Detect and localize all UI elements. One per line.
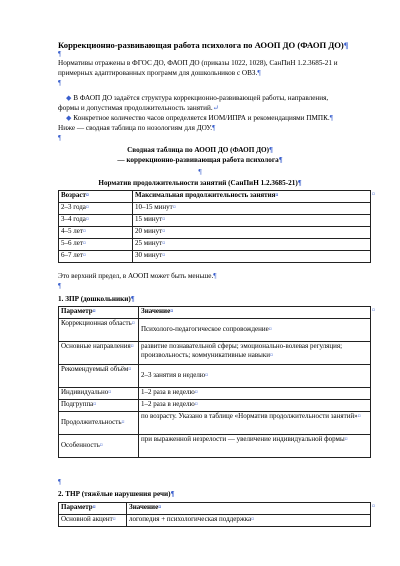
table-cell: 2–3 занятия в неделю¤	[139, 365, 371, 388]
table-cell: 1–2 раза в неделю¤	[139, 400, 371, 412]
table-cell: 25 минут¤	[133, 239, 371, 251]
norm-duration-table	[58, 190, 371, 263]
table-cell: 2–3 года¤	[59, 203, 133, 215]
empty-paragraph-mark: ¶	[58, 79, 62, 87]
table-row	[59, 239, 371, 251]
table-cell: Индивидуально¤	[59, 388, 139, 400]
diamond-bullet-icon: ◆	[66, 114, 72, 122]
table-header-row	[59, 503, 371, 515]
empty-paragraph-mark: ¶	[58, 478, 62, 486]
table-row	[59, 412, 371, 435]
table-cell: 30 минут¤	[133, 251, 371, 263]
table-cell: Продолжительность¤	[59, 412, 139, 435]
table-cell: Основные направления¤	[59, 342, 139, 365]
table-row	[59, 203, 371, 215]
table-cell: Психолого-педагогическое сопровождение¤	[139, 319, 371, 342]
document-title: Коррекционно-развивающая работа психолога по АООП ДО (ФАОП ДО)¶	[58, 40, 349, 50]
bullet-item-1: ◆ В ФАОП ДО задаётся структура коррекционно-развивающей работы, направления,	[66, 94, 329, 102]
table-header-cell: Значение¤	[127, 503, 371, 515]
table-row	[59, 515, 371, 527]
table-row	[59, 319, 371, 342]
bullet-item-1-line-2: формы и допустимая продолжительность занятий.↵	[58, 104, 219, 112]
row-end-mark: ¤	[372, 308, 375, 314]
table-cell: Основной акцент¤	[59, 515, 127, 527]
table-header-cell: Параметр¤	[59, 307, 139, 319]
table-row	[59, 435, 371, 458]
row-end-mark: ¤	[372, 192, 375, 198]
diamond-bullet-icon: ◆	[66, 94, 72, 102]
table-row	[59, 388, 371, 400]
table-cell: 15 минут¤	[133, 215, 371, 227]
table-cell: 4–5 лет¤	[59, 227, 133, 239]
table-cell: 20 минут¤	[133, 227, 371, 239]
table-header-row	[59, 307, 371, 319]
table-cell: Подгруппа¤	[59, 400, 139, 412]
table-row	[59, 251, 371, 263]
table-cell: развитие познавательной сферы; эмоционально-волевая регуляция; произвольность; коммуникативные навыки¤	[139, 342, 371, 365]
table-row	[59, 400, 371, 412]
table-cell: 6–7 лет¤	[59, 251, 133, 263]
table-header-cell: Максимальная продолжительность занятия¤	[133, 191, 371, 203]
empty-paragraph-mark: ¶	[58, 50, 62, 58]
table-cell: Коррекционная область¤	[59, 319, 139, 342]
summary-title-line-2: — коррекционно-развивающая работа психолога¶	[117, 156, 283, 164]
table-row	[59, 365, 371, 388]
table-cell: логопедия + психологическая поддержка¤	[127, 515, 371, 527]
table-cell: по возрасту. Указано в таблице «Норматив продолжительности занятий»¤	[139, 412, 371, 435]
tnr-table	[58, 502, 371, 527]
table-row	[59, 227, 371, 239]
empty-paragraph-mark: ¶	[58, 134, 62, 142]
table-cell: 1–2 раза в неделю¤	[139, 388, 371, 400]
table-intro-paragraph: Ниже — сводная таблица по нозологиям для ДОУ.¶	[58, 124, 216, 132]
empty-paragraph-mark: ¶	[198, 168, 202, 176]
table-header-cell: Возраст¤	[59, 191, 133, 203]
table-header-cell: Параметр¤	[59, 503, 127, 515]
table-cell: Рекомендуемый объём¤	[59, 365, 139, 388]
row-end-mark: ¤	[372, 504, 375, 510]
bullet-item-2: ◆ Конкретное количество часов определяется ИОМ/ИПРА и рекомендациями ПМПК.¶	[66, 114, 333, 122]
table-cell: при выраженной незрелости — увеличение индивидуальной формы¤	[139, 435, 371, 458]
table-cell: 10–15 минут¤	[133, 203, 371, 215]
table-header-cell: Значение¤	[139, 307, 371, 319]
table-header-row	[59, 191, 371, 203]
intro-paragraph-line-1: Нормативы отражены в ФГОС ДО, ФАОП ДО (приказы 1022, 1028), СанПиН 1.2.3685-21 и	[58, 59, 338, 67]
section-2-heading: 2. ТНР (тяжёлые нарушения речи)¶	[58, 490, 175, 498]
table-cell: 3–4 года¤	[59, 215, 133, 227]
table-cell: 5–6 лет¤	[59, 239, 133, 251]
summary-title-line-1: Сводная таблица по АООП ДО (ФАОП ДО)¶	[127, 146, 273, 154]
empty-paragraph-mark: ¶	[58, 282, 62, 290]
intro-paragraph-line-2: примерных адаптированных программ для дошкольников с ОВЗ.¶	[58, 69, 261, 77]
section-1-heading: 1. ЗПР (дошкольники)¶	[58, 295, 135, 303]
table-row	[59, 215, 371, 227]
norm-note: Это верхний предел, в АООП может быть меньше.¶	[58, 272, 217, 280]
table-row	[59, 342, 371, 365]
norm-table-caption: Норматив продолжительности занятий (СанПиН 1.2.3685-21)¶	[98, 179, 302, 187]
table-cell: Особенность¤	[59, 435, 139, 458]
zpr-table	[58, 306, 371, 458]
